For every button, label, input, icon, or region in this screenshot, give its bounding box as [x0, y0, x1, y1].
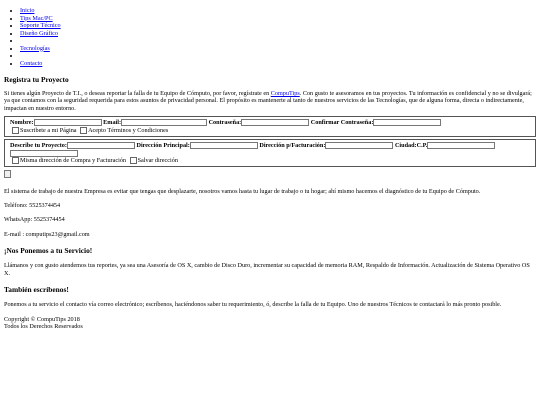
submit-button[interactable] — [4, 170, 11, 178]
computips-link[interactable]: CompuTips — [270, 90, 300, 97]
intro-text-before: Si tienes algún Proyecto de T.I., o deseas reportar la falla de tu Equipo de Cómputo, por favor, regístrate en — [4, 90, 271, 97]
copyright-text: Copyright © CompuTips 2018 — [4, 315, 80, 323]
save-address-checkbox[interactable] — [130, 157, 137, 164]
subscribe-label: Suscribete a mi Página — [20, 126, 77, 134]
nav-link-tecnologias[interactable]: Tecnologías — [20, 44, 50, 52]
phone-text: Teléfono: 5525374454 — [4, 202, 61, 210]
name-input[interactable] — [34, 119, 102, 126]
footer — [4, 316, 536, 331]
same-address-label: Misma dirección de Compra y Facturación — [20, 156, 127, 164]
billing-address-label: Dirección p/Facturación: — [259, 142, 326, 150]
write-text: Ponemos a tu servicio el contacto vía correo electrónico; escríbenos, haciéndonos saber tu requerimiento, ó, describe la falla de tu Equipo. Uno de nuestros Técnicos te contactará lo más pronto posible. — [4, 301, 502, 309]
nav-link-contacto[interactable]: Contacto — [20, 59, 43, 67]
account-checks-row — [10, 127, 530, 134]
zip-row — [10, 149, 530, 156]
subscribe-checkbox[interactable] — [12, 127, 19, 134]
nav-item-tecnologias[interactable] — [20, 45, 536, 53]
password-input[interactable] — [241, 119, 309, 126]
project-label: Describe tu Proyecto: — [10, 142, 67, 150]
city-zip-label: Ciudad:C.P. — [394, 142, 428, 150]
nav-item-diseno[interactable] — [20, 30, 536, 38]
intro-text-after: . Con gusto te asesoramos en tus proyectos. Tu información es confidencial y no se divulgará; ya que contamos con la seguridad requerida para estos asuntos de privacidad personal. El propósito es mantenerte al tanto de nuestros servicios de las Tecnologías, que de alguna forma, directa o indirectamente, impactan en nuestro entorno. — [4, 90, 532, 112]
account-fields-row — [10, 119, 530, 126]
nav-item-contacto[interactable] — [20, 60, 536, 68]
email-label: Email: — [103, 119, 122, 127]
project-input[interactable] — [67, 142, 135, 149]
rights-text: Todos los Derechos Reservados — [4, 322, 83, 330]
accept-terms-checkbox[interactable] — [80, 127, 87, 134]
address-checks-row — [10, 157, 530, 164]
accept-terms-label: Acepto Términos y Condiciones — [88, 126, 169, 134]
nav-item-tips[interactable] — [20, 15, 536, 23]
zip-input[interactable] — [10, 150, 78, 157]
nav-item-inicio[interactable] — [20, 7, 536, 15]
account-fieldset — [4, 116, 536, 137]
nav-link-diseno[interactable]: Diseño Gráfico — [20, 29, 58, 37]
nav-item-soporte[interactable] — [20, 22, 536, 30]
whatsapp-text: WhatsApp: 5525374454 — [4, 216, 65, 224]
info-text: El sistema de trabajo de nuestra Empresa es evitar que tengas que desplazarte, nosotros vamos hasta tu lugar de trabajo o tu hogar; ahí mismo hacemos el diagnóstico de tu Equipo de Cómputo. — [4, 187, 481, 195]
same-address-checkbox[interactable] — [12, 157, 19, 164]
save-address-label: Salvar dirección — [137, 156, 178, 164]
register-title: Registra tu Proyecto — [4, 75, 69, 84]
write-title: También escríbenos! — [4, 285, 69, 295]
project-fields-row — [10, 142, 530, 149]
email-text: E-mail : computips23@gmail.com — [4, 230, 90, 238]
register-intro — [4, 90, 536, 112]
billing-address-input[interactable] — [325, 142, 393, 149]
service-title: ¡Nos Ponemos a tu Servicio! — [4, 246, 93, 256]
main-address-label: Dirección Principal: — [136, 142, 190, 150]
main-address-input[interactable] — [190, 142, 258, 149]
project-fieldset — [4, 139, 536, 167]
nav-item-empty-2 — [20, 52, 536, 60]
name-label: Nombre: — [10, 119, 34, 127]
confirm-password-input[interactable] — [373, 119, 441, 126]
password-label: Contraseña: — [208, 119, 242, 127]
confirm-password-label: Confirmar Contraseña: — [310, 119, 374, 127]
nav-link-tips[interactable]: Tips Mac/PC — [20, 14, 53, 22]
nav-menu — [4, 7, 536, 67]
city-input[interactable] — [427, 142, 495, 149]
nav-item-empty-1 — [20, 37, 536, 45]
service-text: Llámanos y con gusto atendemos tus reportes, ya sea una Asesoría de OS X, cambio de Disco Duro, incrementar su capacidad de memoria RAM, Respaldo de Información. Actualización de Sistema Operativo OS X. — [4, 262, 530, 277]
page — [0, 7, 540, 412]
nav-link-soporte[interactable]: Soporte Técnico — [20, 22, 61, 29]
nav-link-inicio[interactable]: Inicio — [20, 7, 35, 14]
email-input[interactable] — [121, 119, 207, 126]
